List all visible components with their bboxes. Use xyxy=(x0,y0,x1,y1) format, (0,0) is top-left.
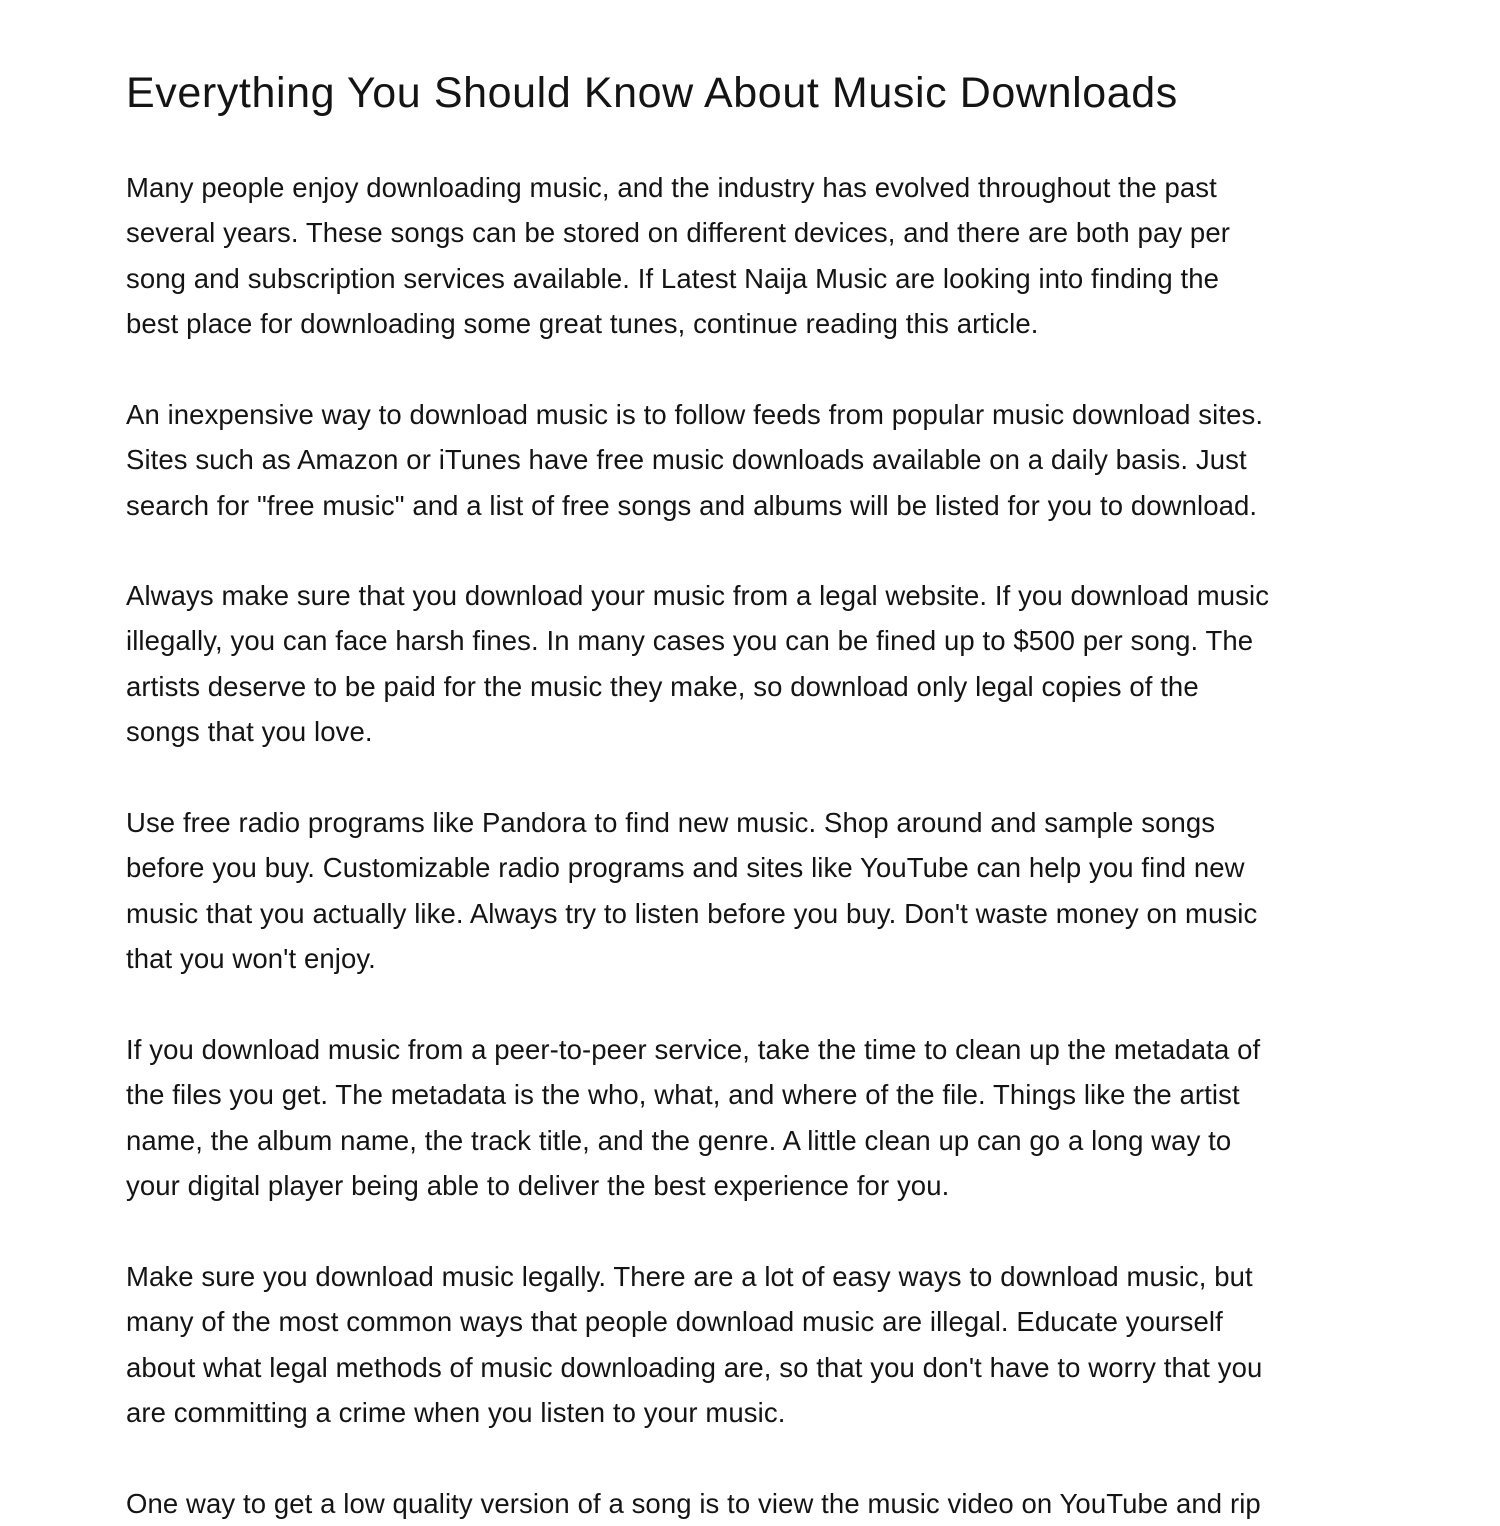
paragraph-line: songs that you love. xyxy=(126,716,373,748)
paragraph-line: One way to get a low quality version of a song is to view the music video on YouTube and rip xyxy=(126,1488,1261,1519)
paragraph-line: several years. These songs can be stored on different devices, and there are both pay per xyxy=(126,217,1230,249)
paragraph-line: many of the most common ways that people download music are illegal. Educate yourself xyxy=(126,1306,1223,1338)
paragraph-1 xyxy=(126,165,1381,347)
paragraph-line: Many people enjoy downloading music, and the industry has evolved throughout the past xyxy=(126,172,1217,203)
paragraph-line: Use free radio programs like Pandora to find new music. Shop around and sample songs xyxy=(126,807,1216,838)
paragraph-line: name, the album name, the track title, and the genre. A little clean up can go a long way to xyxy=(126,1124,1232,1156)
paragraph-line: music that you actually like. Always try to listen before you buy. Don't waste money on music xyxy=(126,897,1258,929)
paragraph-line: the files you get. The metadata is the who, what, and where of the file. Things like the artist xyxy=(126,1079,1240,1111)
paragraph-line: illegally, you can face harsh fines. In many cases you can be fined up to $500 per song. The xyxy=(126,625,1254,657)
paragraph-6 xyxy=(126,1254,1381,1436)
paragraph-line: are committing a crime when you listen to your music. xyxy=(126,1397,786,1429)
paragraph-2 xyxy=(126,392,1381,528)
paragraph-line: artists deserve to be paid for the music they make, so download only legal copies of the xyxy=(126,670,1199,702)
paragraph-line: best place for downloading some great tunes, continue reading this article. xyxy=(126,308,1039,340)
paragraph-line: your digital player being able to deliver the best experience for you. xyxy=(126,1170,950,1202)
paragraph-4 xyxy=(126,800,1381,982)
paragraph-line: Always make sure that you download your music from a legal website. If you download music xyxy=(126,580,1270,611)
paragraph-line: that you won't enjoy. xyxy=(126,943,376,975)
paragraph-line: search for "free music" and a list of free songs and albums will be listed for you to download. xyxy=(126,489,1258,521)
paragraph-3 xyxy=(126,573,1381,755)
paragraph-7 xyxy=(126,1481,1381,1526)
paragraph-line: before you buy. Customizable radio programs and sites like YouTube can help you find new xyxy=(126,852,1245,884)
document-title: Everything You Should Know About Music Downloads xyxy=(126,69,1178,117)
paragraph-line: Make sure you download music legally. There are a lot of easy ways to download music, but xyxy=(126,1261,1253,1292)
paragraph-line: An inexpensive way to download music is to follow feeds from popular music download sites. xyxy=(126,399,1264,430)
paragraph-line: song and subscription services available. If Latest Naija Music are looking into finding the xyxy=(126,262,1219,294)
paragraph-line: Sites such as Amazon or iTunes have free music downloads available on a daily basis. Just xyxy=(126,444,1247,476)
paragraph-line: If you download music from a peer-to-peer service, take the time to clean up the metadata of xyxy=(126,1034,1261,1065)
paragraph-line: about what legal methods of music downloading are, so that you don't have to worry that you xyxy=(126,1351,1263,1383)
paragraph-5 xyxy=(126,1027,1381,1209)
